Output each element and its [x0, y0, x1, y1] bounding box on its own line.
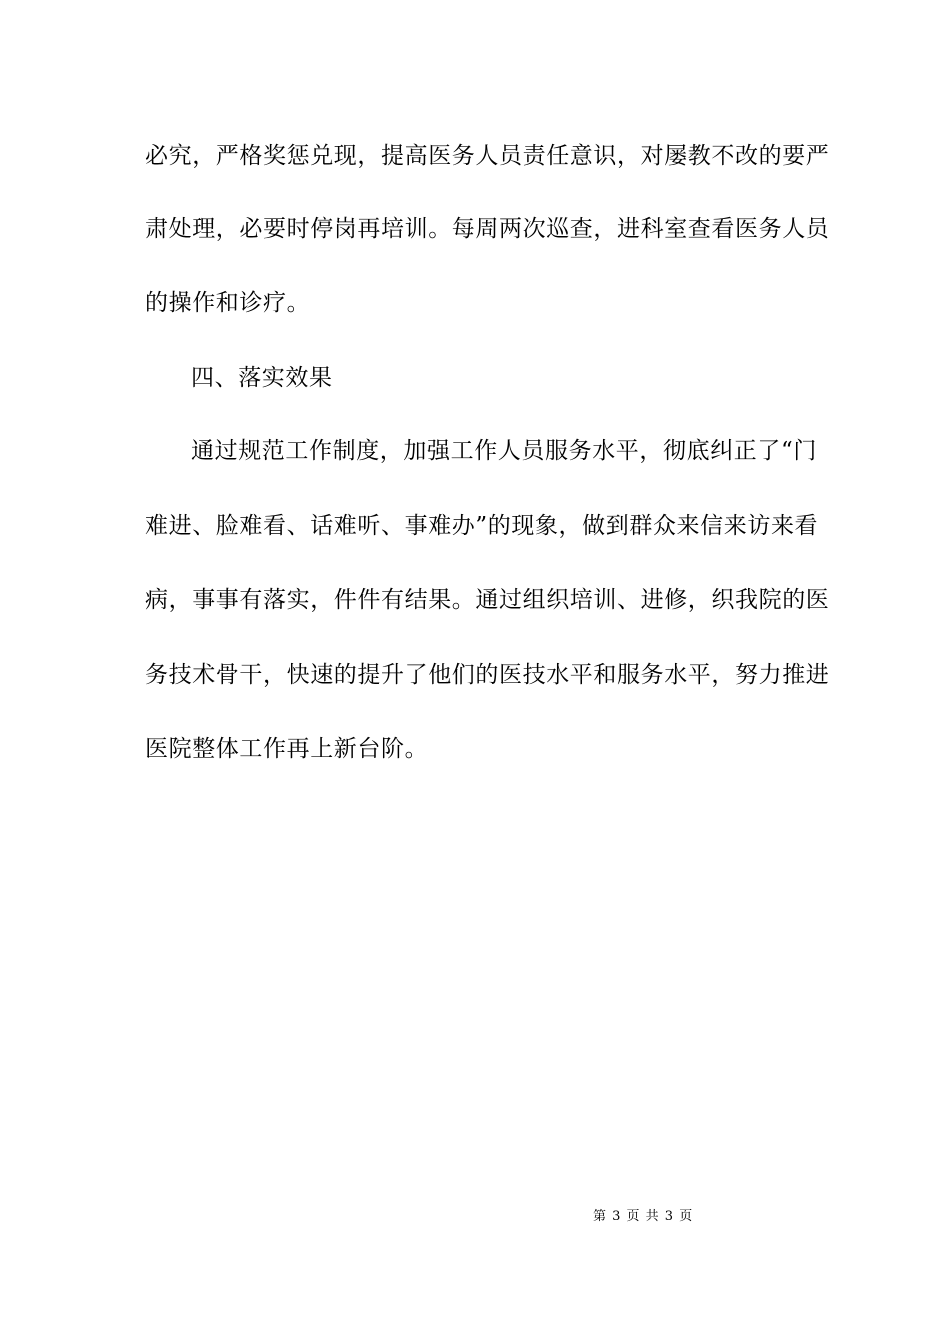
- text-line-5: 通过规范工作制度，加强工作人员服务水平，彻底纠正了“门: [191, 438, 817, 464]
- section-heading: 四、落实效果: [191, 365, 333, 391]
- text-line-7: 病，事事有落实，件件有结果。通过组织培训、进修，织我院的医: [145, 587, 830, 613]
- text-line-1: 必究，严格奖惩兑现，提高医务人员责任意识，对屡教不改的要严: [145, 143, 830, 169]
- text-line-6: 难进、脸难看、话难听、事难办”的现象，做到群众来信来访来看: [145, 513, 819, 539]
- text-line-8: 务技术骨干，快速的提升了他们的医技水平和服务水平，努力推进: [145, 662, 830, 688]
- text-line-3: 的操作和诊疗。: [145, 290, 311, 316]
- text-line-9: 医院整体工作再上新台阶。: [145, 736, 429, 762]
- page-number-footer: 第 3 页 共 3 页: [593, 1209, 694, 1224]
- text-line-2: 肃处理，必要时停岗再培训。每周两次巡查，进科室查看医务人员: [145, 216, 830, 242]
